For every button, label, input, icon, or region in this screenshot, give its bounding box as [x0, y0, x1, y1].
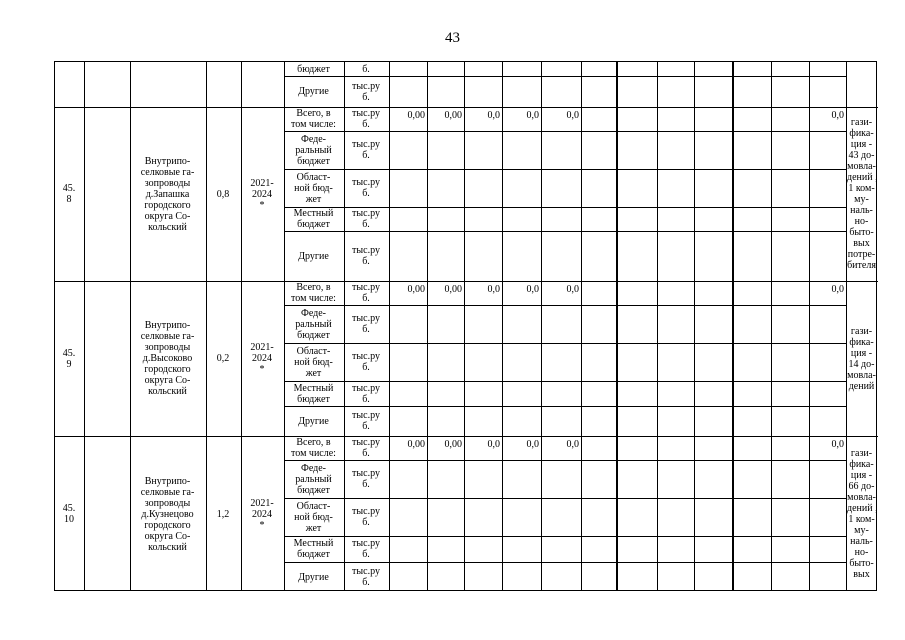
row-divider — [284, 498, 846, 499]
row-divider — [846, 436, 878, 437]
column-divider — [389, 62, 390, 590]
funding-source: Местный бюджет — [293, 538, 334, 560]
fragment-unit-label: тыс.ру б. — [352, 80, 380, 103]
row-divider — [284, 169, 846, 170]
row-divider — [284, 406, 846, 407]
row-divider — [284, 460, 846, 461]
page-number: 43 — [445, 30, 460, 46]
column-divider — [732, 62, 734, 590]
implementation-period: 2021- 2024 * — [250, 497, 274, 531]
unit-label: тыс.ру б. — [352, 437, 380, 459]
amount-value: 0,00 — [444, 109, 462, 121]
row-divider — [284, 231, 846, 232]
amount-value: 0,0 — [566, 283, 579, 295]
row-divider — [55, 107, 846, 108]
row-number: 45. 10 — [62, 503, 76, 525]
fragment-source-label: бюджет — [297, 63, 330, 75]
length-km: 1,2 — [216, 508, 230, 520]
unit-label: тыс.ру б. — [352, 351, 380, 373]
unit-label: тыс.ру б. — [352, 208, 380, 230]
funding-source: Местный бюджет — [293, 208, 334, 230]
unit-label: тыс.ру б. — [352, 566, 380, 588]
amount-value: 0,00 — [407, 109, 425, 121]
funding-source: Всего, в том числе: — [291, 437, 336, 459]
row-divider — [284, 305, 846, 306]
unit-label: тыс.ру б. — [352, 382, 380, 405]
column-divider — [464, 62, 465, 590]
amount-value: 0,0 — [526, 109, 539, 121]
funding-source: Област- ной бюд- жет — [294, 345, 333, 379]
object-name: Внутрипо- селковые га- зопроводы д.Запашка городского округа Со- кольский — [140, 155, 195, 233]
amount-value: 0,0 — [487, 283, 500, 295]
row-divider — [846, 281, 878, 282]
column-divider — [771, 62, 772, 590]
amount-value: 0,0 — [831, 109, 844, 121]
unit-label: тыс.ру б. — [352, 410, 380, 432]
expected-result: гази- фика- ция - 14 до- мовла- дений — [847, 325, 876, 392]
column-divider — [694, 62, 695, 590]
row-divider — [284, 343, 846, 344]
column-divider — [502, 62, 503, 590]
funding-source: Област- ной бюд- жет — [294, 171, 333, 205]
unit-label: тыс.ру б. — [352, 139, 380, 161]
object-name: Внутрипо- селковые га- зопроводы д.Высоково городского округа Со- кольский — [140, 320, 195, 397]
unit-label: тыс.ру б. — [352, 468, 380, 490]
amount-value: 0,0 — [566, 109, 579, 121]
row-divider — [55, 436, 846, 437]
amount-value: 0,0 — [831, 438, 844, 450]
funding-source: Всего, в том числе: — [291, 108, 336, 130]
funding-source: Феде- ральный бюджет — [295, 133, 332, 167]
amount-value: 0,00 — [407, 283, 425, 295]
funding-source: Всего, в том числе: — [291, 282, 336, 304]
funding-source: Другие — [298, 571, 329, 583]
unit-label: тыс.ру б. — [352, 282, 380, 304]
row-divider — [284, 536, 846, 537]
row-number: 45. 9 — [62, 347, 76, 370]
amount-value: 0,00 — [407, 438, 425, 450]
column-divider — [657, 62, 658, 590]
implementation-period: 2021- 2024 * — [250, 342, 274, 375]
row-number: 45. 8 — [62, 183, 76, 205]
unit-label: тыс.ру б. — [352, 313, 380, 335]
amount-value: 0,0 — [831, 283, 844, 295]
unit-label: тыс.ру б. — [352, 177, 380, 199]
budget-table — [54, 61, 877, 591]
column-divider — [616, 62, 618, 590]
amount-value: 0,00 — [444, 438, 462, 450]
column-divider — [84, 62, 85, 590]
column-divider — [427, 62, 428, 590]
funding-source: Феде- ральный бюджет — [295, 307, 332, 341]
funding-source: Другие — [298, 250, 329, 262]
column-divider — [809, 62, 810, 590]
amount-value: 0,00 — [444, 283, 462, 295]
fragment-source-label: Другие — [298, 86, 329, 97]
implementation-period: 2021- 2024 * — [250, 177, 274, 211]
fragment-unit-label: б. — [362, 63, 370, 75]
row-divider — [846, 107, 878, 108]
unit-label: тыс.ру б. — [352, 108, 380, 130]
row-divider — [284, 76, 846, 77]
object-name: Внутрипо- селковые га- зопроводы д.Кузнецово городского округа Со- кольский — [140, 475, 195, 553]
amount-value: 0,0 — [566, 438, 579, 450]
funding-source: Феде- ральный бюджет — [295, 462, 332, 496]
row-divider — [55, 281, 846, 282]
column-divider — [541, 62, 542, 590]
funding-source: Местный бюджет — [293, 382, 334, 405]
row-divider — [284, 131, 846, 132]
amount-value: 0,0 — [526, 438, 539, 450]
expected-result: гази- фика- ция - 66 до- мовла- дений , 1 ком- му- наль- но- быто- вых — [847, 448, 878, 580]
amount-value: 0,0 — [526, 283, 539, 295]
length-km: 0,2 — [216, 353, 230, 364]
length-km: 0,8 — [216, 188, 230, 200]
unit-label: тыс.ру б. — [352, 506, 380, 528]
funding-source: Област- ной бюд- жет — [294, 500, 333, 534]
amount-value: 0,0 — [487, 109, 500, 121]
funding-source: Другие — [298, 415, 329, 427]
unit-label: тыс.ру б. — [352, 538, 380, 560]
column-divider — [581, 62, 582, 590]
amount-value: 0,0 — [487, 438, 500, 450]
expected-result: гази- фика- ция - 43 до- мовла- дений , 1 ком- му- наль- но- быто- вых потре- бителя — [847, 117, 878, 271]
unit-label: тыс.ру б. — [352, 245, 380, 267]
row-divider — [284, 562, 846, 563]
